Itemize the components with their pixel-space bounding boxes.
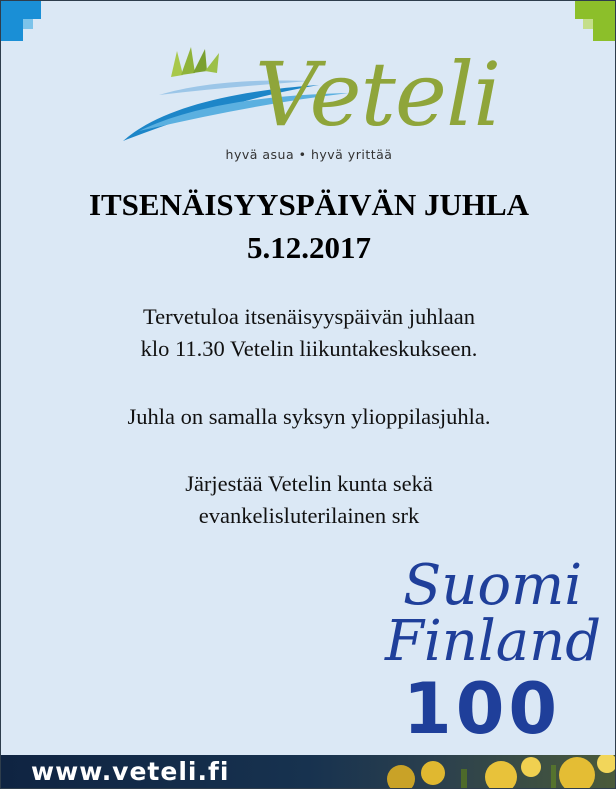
event-title: ITSENÄISYYSPÄIVÄN JUHLA bbox=[88, 187, 530, 222]
logo-wordmark: Veteli bbox=[255, 43, 501, 146]
flowers-decoration-icon bbox=[381, 755, 615, 788]
organizer-line-1: Järjestää Vetelin kunta sekä bbox=[185, 471, 433, 496]
footer-bar bbox=[1, 755, 615, 788]
corner-decoration-right bbox=[575, 1, 615, 41]
organizer-text bbox=[1, 468, 616, 532]
invitation-line-1: Tervetuloa itsenäisyyspäivän juhlaan bbox=[142, 304, 476, 329]
corner-decoration-left bbox=[1, 1, 41, 41]
website-link[interactable]: www.veteli.fi bbox=[31, 757, 230, 786]
emblem-suomi: Suomi bbox=[403, 553, 583, 618]
emblem-finland: Finland bbox=[385, 609, 602, 674]
invitation-text bbox=[1, 301, 616, 365]
organizer-line-2: evankelisluterilainen srk bbox=[198, 503, 420, 528]
logo-tagline: hyvä asua • hyvä yrittää bbox=[225, 147, 393, 162]
emblem-100: 100 bbox=[403, 668, 562, 750]
invitation-line-2: klo 11.30 Vetelin liikuntakeskukseen. bbox=[140, 336, 478, 361]
graduation-note: Juhla on samalla syksyn ylioppilasjuhla. bbox=[127, 404, 491, 429]
suomi-finland-100-emblem bbox=[381, 553, 602, 750]
event-date: 5.12.2017 bbox=[247, 230, 371, 265]
